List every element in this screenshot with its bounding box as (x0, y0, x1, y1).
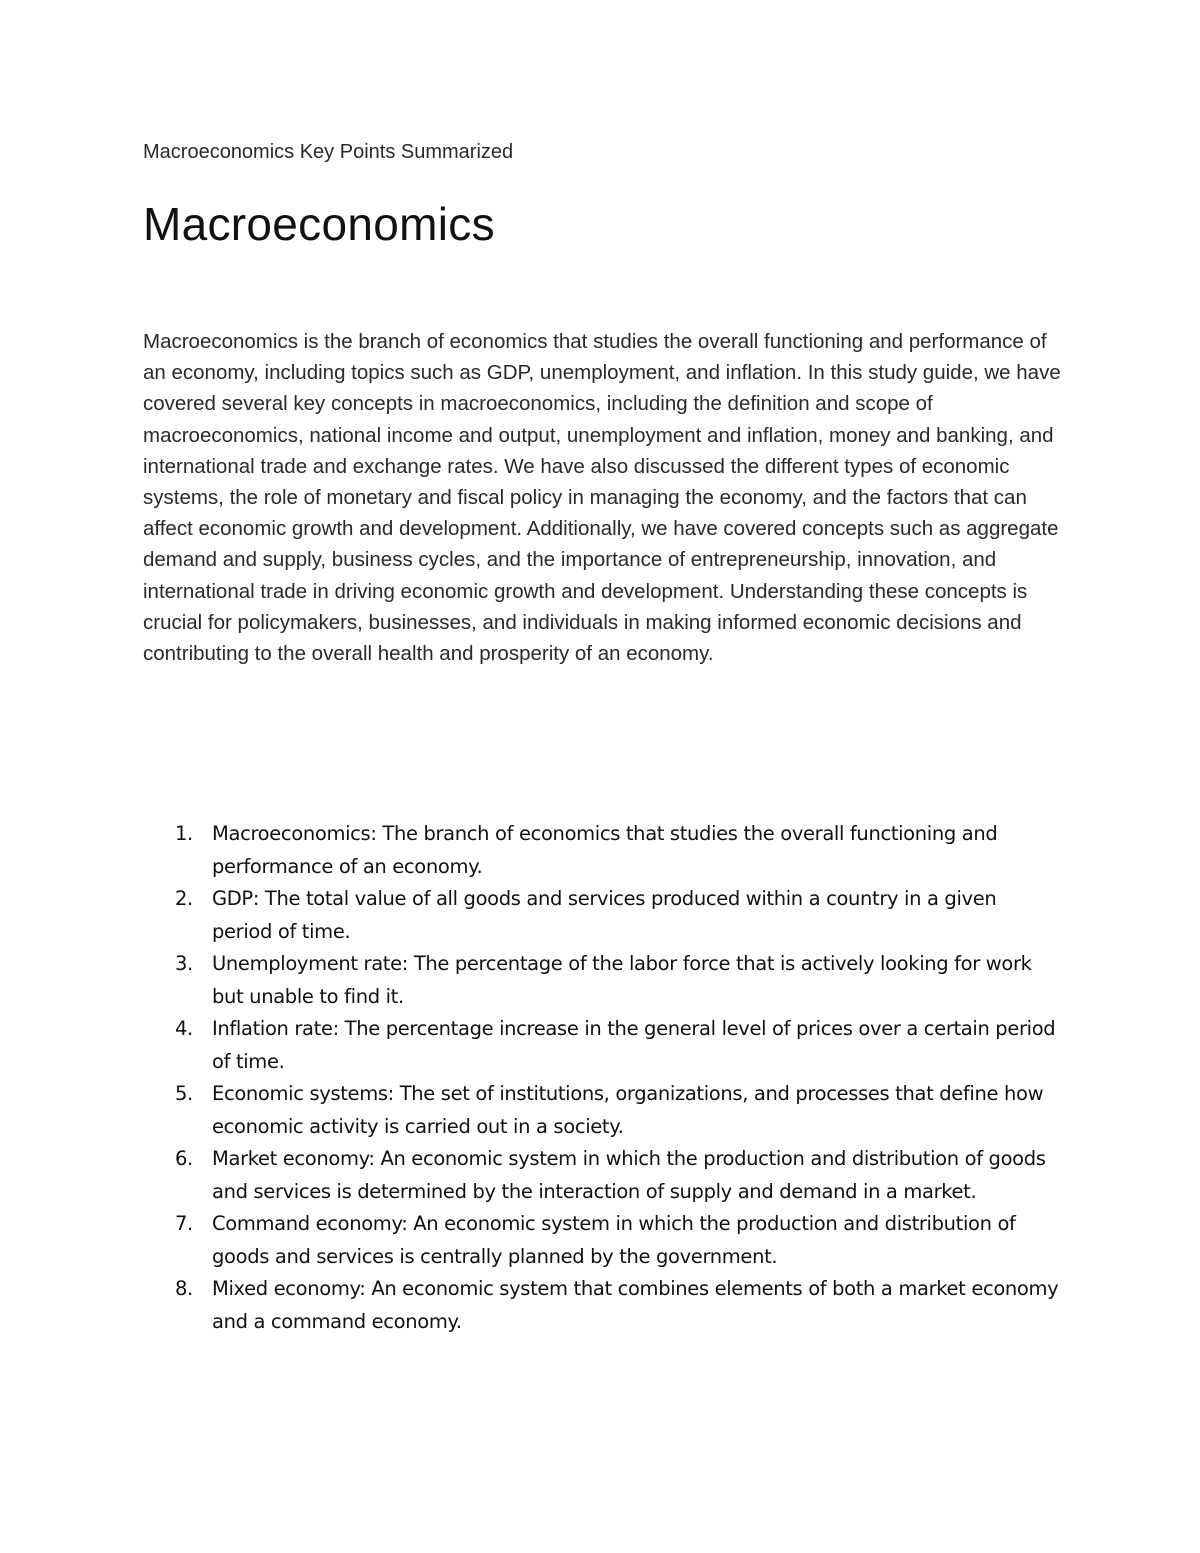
list-item-number: 4. (175, 1017, 193, 1040)
list-item-number: 2. (175, 887, 193, 910)
list-item (175, 1143, 1062, 1208)
list-item (175, 883, 1062, 948)
list-item-text: Unemployment rate: The percentage of the labor force that is actively looking for work but unable to find it. (212, 952, 1032, 1008)
list-item-text: Mixed economy: An economic system that combines elements of both a market economy and a command economy. (212, 1277, 1059, 1333)
list-item (175, 1078, 1062, 1143)
list-item (175, 1273, 1062, 1338)
list-item (175, 1208, 1062, 1273)
list-item-text: Macroeconomics: The branch of economics that studies the overall functioning and performance of an economy. (212, 822, 998, 878)
list-item-number: 6. (175, 1147, 193, 1170)
list-item-text: Economic systems: The set of institutions, organizations, and processes that define how economic activity is carried out in a society. (212, 1082, 1044, 1138)
list-item-number: 3. (175, 952, 193, 975)
list-item-text: GDP: The total value of all goods and services produced within a country in a given period of time. (212, 887, 997, 943)
list-item-number: 8. (175, 1277, 193, 1300)
list-item-text: Market economy: An economic system in which the production and distribution of goods and services is determined by the interaction of supply and demand in a market. (212, 1147, 1046, 1203)
document-subtitle: Macroeconomics Key Points Summarized (143, 141, 514, 163)
key-points-list (175, 818, 1062, 1338)
list-item (175, 818, 1062, 883)
list-item-number: 7. (175, 1212, 193, 1235)
intro-paragraph: Macroeconomics is the branch of economics that studies the overall functioning and performance of an economy, including topics such as GDP, unemployment, and inflation. In this study guide, we have covered several key concepts in macroeconomics, including the definition and scope of macroeconomics, national income and output, unemployment and inflation, money and banking, and international trade and exchange rates. We have also discussed the different types of economic systems, the role of monetary and fiscal policy in managing the economy, and the factors that can affect economic growth and development. Additionally, we have covered concepts such as aggregate demand and supply, business cycles, and the importance of entrepreneurship, innovation, and international trade in driving economic growth and development. Understanding these concepts is crucial for policymakers, businesses, and individuals in making informed economic decisions and contributing to the overall health and prosperity of an economy. (143, 330, 1061, 666)
list-item (175, 1013, 1062, 1078)
document-title: Macroeconomics (143, 198, 495, 250)
list-item-number: 1. (175, 822, 193, 845)
list-item (175, 948, 1062, 1013)
list-item-text: Inflation rate: The percentage increase in the general level of prices over a certain period of time. (212, 1017, 1056, 1073)
list-item-number: 5. (175, 1082, 193, 1105)
list-item-text: Command economy: An economic system in which the production and distribution of goods and services is centrally planned by the government. (212, 1212, 1016, 1268)
